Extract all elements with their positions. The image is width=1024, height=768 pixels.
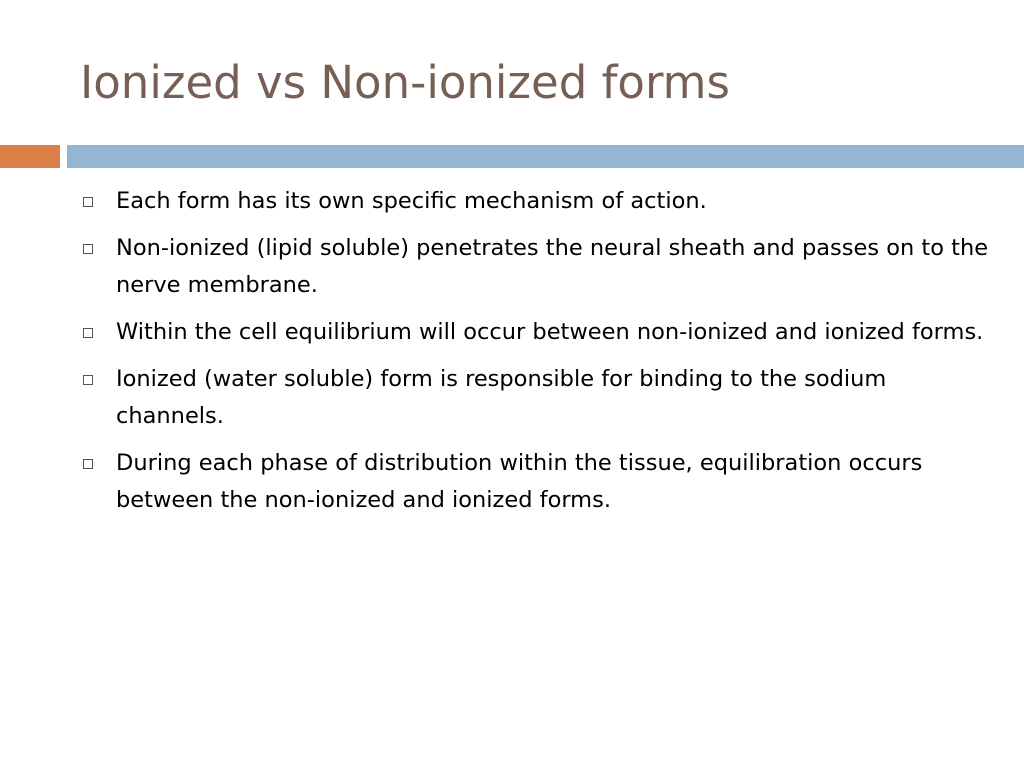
bullet-item [80,445,1000,519]
hollow-square-bullet-icon [83,328,93,338]
hollow-square-bullet-icon [83,375,93,385]
bullet-text: Within the cell equilibrium will occur between non-ionized and ionized forms. [116,319,984,345]
slide-title: Ionized vs Non-ionized forms [80,56,730,109]
bullet-text: Each form has its own specific mechanism of action. [116,188,707,214]
bullet-item [80,361,1000,435]
accent-bar-blue [67,145,1024,168]
bullet-item [80,230,1000,304]
bullet-item [80,314,1000,351]
bullet-text: Ionized (water soluble) form is responsible for binding to the sodium channels. [116,366,887,429]
bullet-list [80,183,1000,529]
bullet-text: During each phase of distribution within the tissue, equilibration occurs between the non-ionized and ionized forms. [116,450,923,513]
accent-bar-orange [0,145,60,168]
hollow-square-bullet-icon [83,244,93,254]
hollow-square-bullet-icon [83,459,93,469]
hollow-square-bullet-icon [83,197,93,207]
bullet-item [80,183,1000,220]
bullet-text: Non-ionized (lipid soluble) penetrates the neural sheath and passes on to the nerve membrane. [116,235,989,298]
